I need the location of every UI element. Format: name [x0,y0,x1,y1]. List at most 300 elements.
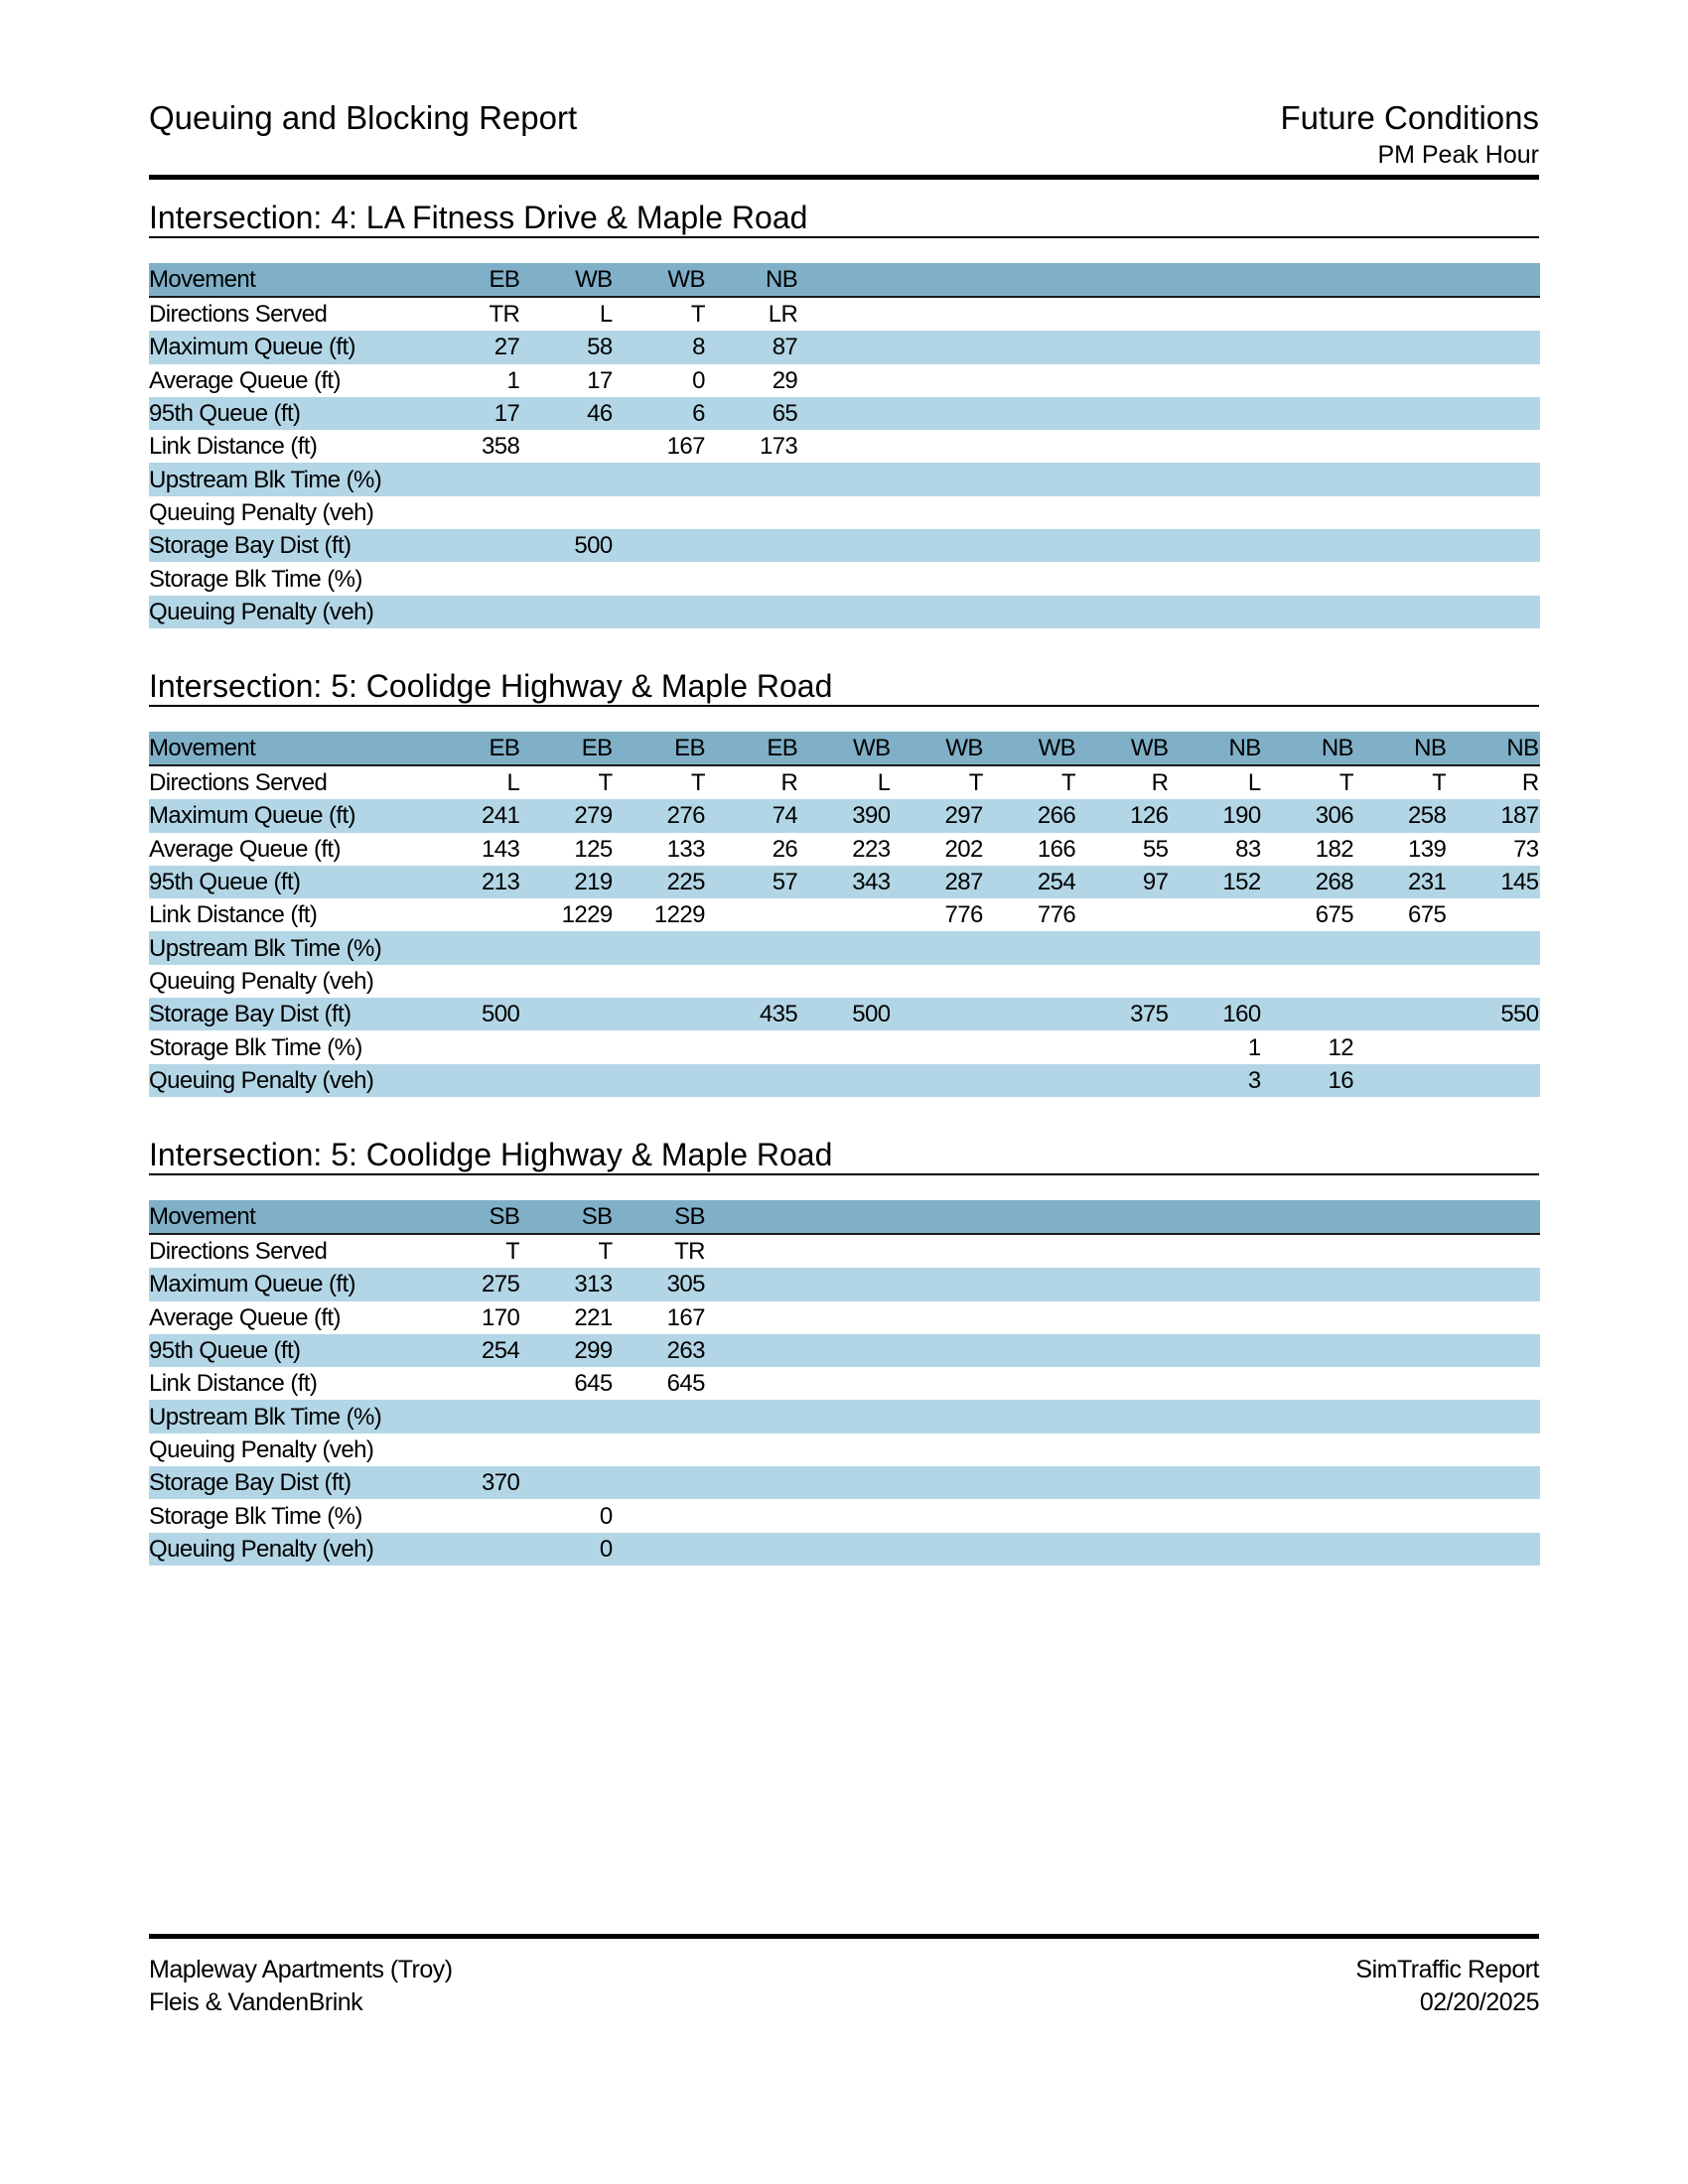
empty-cell [1168,1466,1260,1499]
empty-cell [1261,430,1353,463]
empty-cell [1353,562,1446,595]
table-cell: 57 [705,866,797,898]
table-cell: 254 [983,866,1075,898]
table-row [149,596,1539,628]
table-cell [613,1030,705,1063]
empty-cell [797,1466,890,1499]
empty-cell [1353,263,1446,297]
table-cell: 0 [613,364,705,397]
table-cell: 202 [890,833,982,866]
empty-cell [1446,1234,1538,1268]
table-cell: 675 [1261,898,1353,931]
table-cell [613,562,705,595]
table-cell [427,1030,519,1063]
table-cell: 675 [1353,898,1446,931]
empty-cell [1446,529,1538,562]
table-cell [613,1533,705,1566]
table-cell [705,898,797,931]
table-cell [427,898,519,931]
empty-cell [890,1400,982,1433]
report-type: SimTraffic Report [1355,1956,1539,1983]
empty-cell [705,1533,797,1566]
empty-cell [1353,496,1446,529]
table-cell [890,1064,982,1097]
empty-cell [890,331,982,363]
intersection-section-5 [149,667,1539,1097]
empty-cell [890,529,982,562]
table-cell [427,1064,519,1097]
row-label: Link Distance (ft) [149,430,427,463]
empty-cell [1075,297,1168,331]
table-cell: 166 [983,833,1075,866]
empty-cell [1446,263,1538,297]
movement-label: Movement [149,1200,427,1234]
table-row [149,562,1539,595]
empty-cell [797,430,890,463]
empty-cell [1168,596,1260,628]
empty-cell [1446,1499,1538,1532]
table-cell: 358 [427,430,519,463]
empty-cell [983,562,1075,595]
table-cell: 0 [519,1499,612,1532]
table-cell [613,1064,705,1097]
empty-cell [705,1367,797,1400]
empty-cell [1446,1301,1538,1334]
row-label: Directions Served [149,297,427,331]
movement-column-header: EB [705,732,797,765]
table-cell [983,965,1075,998]
report-date: 02/20/2025 [1419,1988,1539,2016]
empty-cell [890,1234,982,1268]
empty-cell [1075,331,1168,363]
movement-column-header: NB [1446,732,1538,765]
table-row [149,765,1539,799]
table-cell: 143 [427,833,519,866]
empty-cell [890,1499,982,1532]
empty-cell [797,263,890,297]
empty-cell [1075,1533,1168,1566]
table-cell: T [613,297,705,331]
table-cell: 370 [427,1466,519,1499]
table-row [149,1268,1539,1300]
table-cell [983,998,1075,1030]
empty-cell [1446,596,1538,628]
table-cell [705,596,797,628]
empty-cell [1353,1533,1446,1566]
empty-cell [983,1268,1075,1300]
empty-cell [890,496,982,529]
table-cell: 299 [519,1334,612,1367]
table-cell [1353,998,1446,1030]
table-cell: T [427,1234,519,1268]
empty-cell [797,1301,890,1334]
table-cell: 645 [613,1367,705,1400]
table-cell [1261,931,1353,964]
row-label: Average Queue (ft) [149,364,427,397]
empty-cell [1261,1367,1353,1400]
empty-cell [1261,331,1353,363]
movement-column-header: NB [1353,732,1446,765]
empty-cell [1353,1400,1446,1433]
empty-cell [983,1499,1075,1532]
empty-cell [890,562,982,595]
table-cell: 73 [1446,833,1538,866]
section-title: Intersection: 5: Coolidge Highway & Maple Road [149,1136,1539,1175]
empty-cell [1075,1433,1168,1466]
table-cell: 6 [613,397,705,430]
empty-cell [890,1533,982,1566]
empty-cell [1353,1268,1446,1300]
empty-cell [705,1268,797,1300]
table-cell [705,529,797,562]
table-cell [1075,1030,1168,1063]
row-label: Upstream Blk Time (%) [149,931,427,964]
table-cell [519,965,612,998]
row-label: Storage Blk Time (%) [149,562,427,595]
empty-cell [1168,331,1260,363]
empty-cell [1168,364,1260,397]
report-title: Queuing and Blocking Report [149,99,578,136]
row-label: Storage Bay Dist (ft) [149,1466,427,1499]
table-cell: 55 [1075,833,1168,866]
empty-cell [1446,331,1538,363]
empty-cell [1168,1200,1260,1234]
empty-cell [890,1433,982,1466]
empty-cell [1261,562,1353,595]
table-row [149,397,1539,430]
empty-cell [1261,1433,1353,1466]
table-cell: 190 [1168,799,1260,832]
empty-cell [1446,1367,1538,1400]
table-row [149,529,1539,562]
table-cell [613,463,705,495]
empty-cell [1168,1334,1260,1367]
empty-cell [890,463,982,495]
empty-cell [1353,430,1446,463]
empty-cell [1353,1466,1446,1499]
table-cell [613,529,705,562]
empty-cell [890,1367,982,1400]
empty-cell [1353,596,1446,628]
movement-label: Movement [149,732,427,765]
empty-cell [1168,1433,1260,1466]
empty-cell [1075,596,1168,628]
table-cell: 126 [1075,799,1168,832]
table-cell: 1229 [519,898,612,931]
table-cell [519,1064,612,1097]
row-label: Queuing Penalty (veh) [149,596,427,628]
table-cell [983,1064,1075,1097]
table-row [149,1433,1539,1466]
table-cell: 297 [890,799,982,832]
empty-cell [1075,1367,1168,1400]
table-cell: 254 [427,1334,519,1367]
table-cell: 221 [519,1301,612,1334]
table-cell: 3 [1168,1064,1260,1097]
footer-rule [149,1934,1539,1939]
empty-cell [1446,297,1538,331]
table-cell [890,1030,982,1063]
empty-cell [797,1268,890,1300]
empty-cell [705,1400,797,1433]
empty-cell [983,1301,1075,1334]
empty-cell [1261,1268,1353,1300]
empty-cell [1353,1334,1446,1367]
table-cell [1446,931,1538,964]
empty-cell [1261,397,1353,430]
table-cell [427,1433,519,1466]
table-cell: TR [613,1234,705,1268]
movement-header-row [149,732,1539,765]
empty-cell [1075,463,1168,495]
empty-cell [797,463,890,495]
row-label: Maximum Queue (ft) [149,331,427,363]
table-row [149,297,1539,331]
table-row [149,1466,1539,1499]
empty-cell [1261,496,1353,529]
table-row [149,833,1539,866]
empty-cell [983,397,1075,430]
empty-cell [983,596,1075,628]
empty-cell [1353,1234,1446,1268]
table-cell [519,430,612,463]
movement-column-header: WB [613,263,705,297]
movement-column-header: WB [890,732,982,765]
table-cell [427,1367,519,1400]
empty-cell [1168,1367,1260,1400]
empty-cell [890,430,982,463]
empty-cell [1261,1200,1353,1234]
table-row [149,866,1539,898]
section-title: Intersection: 5: Coolidge Highway & Maple Road [149,667,1539,707]
header-rule [149,175,1539,180]
movement-column-header: EB [427,263,519,297]
table-cell [705,463,797,495]
empty-cell [1075,364,1168,397]
empty-cell [1261,1234,1353,1268]
table-cell: 182 [1261,833,1353,866]
empty-cell [1353,529,1446,562]
empty-cell [1446,1466,1538,1499]
empty-cell [890,1466,982,1499]
empty-cell [705,1301,797,1334]
table-cell [797,931,890,964]
peak-period: PM Peak Hour [1377,141,1539,169]
table-cell: 8 [613,331,705,363]
table-cell [519,931,612,964]
table-cell: 1 [1168,1030,1260,1063]
table-cell: 375 [1075,998,1168,1030]
table-cell: 225 [613,866,705,898]
table-row [149,1400,1539,1433]
empty-cell [890,1200,982,1234]
movement-column-header: EB [427,732,519,765]
table-cell: T [519,1234,612,1268]
scenario-title: Future Conditions [1280,99,1539,136]
table-row [149,1533,1539,1566]
empty-cell [797,1533,890,1566]
table-cell: 0 [519,1533,612,1566]
table-cell: R [1075,765,1168,799]
empty-cell [983,1466,1075,1499]
empty-cell [1446,496,1538,529]
empty-cell [890,364,982,397]
table-cell: 65 [705,397,797,430]
table-row [149,331,1539,363]
table-row [149,1367,1539,1400]
table-row [149,1064,1539,1097]
table-cell [519,562,612,595]
table-cell [1075,1064,1168,1097]
row-label: Storage Bay Dist (ft) [149,998,427,1030]
table-cell: 160 [1168,998,1260,1030]
table-cell: 17 [427,397,519,430]
empty-cell [1353,1301,1446,1334]
table-row [149,463,1539,495]
movement-column-header: WB [797,732,890,765]
table-cell: 145 [1446,866,1538,898]
table-row [149,898,1539,931]
empty-cell [983,1334,1075,1367]
queue-table [149,263,1539,628]
table-cell: 125 [519,833,612,866]
movement-column-header: NB [1261,732,1353,765]
table-cell [1168,965,1260,998]
empty-cell [1446,397,1538,430]
table-cell [1353,1064,1446,1097]
table-cell: 46 [519,397,612,430]
table-cell: 306 [1261,799,1353,832]
table-cell [519,1030,612,1063]
table-cell: 276 [613,799,705,832]
empty-cell [1353,463,1446,495]
project-name: Mapleway Apartments (Troy) [149,1956,453,1983]
table-row [149,965,1539,998]
table-cell [427,965,519,998]
table-cell [1168,931,1260,964]
report-header [149,95,1539,180]
empty-cell [1075,430,1168,463]
table-cell: 275 [427,1268,519,1300]
table-cell [1353,965,1446,998]
empty-cell [1353,331,1446,363]
table-cell: 279 [519,799,612,832]
empty-cell [797,1400,890,1433]
table-cell: 97 [1075,866,1168,898]
empty-cell [1168,1268,1260,1300]
empty-cell [1075,562,1168,595]
table-cell: 27 [427,331,519,363]
table-row [149,931,1539,964]
table-row [149,1499,1539,1532]
row-label: Queuing Penalty (veh) [149,1433,427,1466]
table-cell [705,496,797,529]
empty-cell [890,1301,982,1334]
empty-cell [983,1533,1075,1566]
table-cell [983,1030,1075,1063]
row-label: Upstream Blk Time (%) [149,1400,427,1433]
table-cell [797,898,890,931]
row-label: Upstream Blk Time (%) [149,463,427,495]
table-cell [613,931,705,964]
empty-cell [797,562,890,595]
empty-cell [1168,297,1260,331]
table-cell [613,965,705,998]
empty-cell [797,331,890,363]
empty-cell [705,1499,797,1532]
empty-cell [1353,297,1446,331]
empty-cell [1446,1433,1538,1466]
table-row [149,1234,1539,1268]
empty-cell [1353,1367,1446,1400]
row-label: Storage Blk Time (%) [149,1030,427,1063]
table-cell: 268 [1261,866,1353,898]
table-cell: 266 [983,799,1075,832]
empty-cell [1261,1334,1353,1367]
empty-cell [1261,364,1353,397]
table-cell [705,965,797,998]
table-cell [427,596,519,628]
movement-column-header: NB [705,263,797,297]
empty-cell [983,364,1075,397]
table-cell: 500 [797,998,890,1030]
table-cell [613,998,705,1030]
movement-column-header: WB [1075,732,1168,765]
table-cell: T [613,765,705,799]
table-cell: 133 [613,833,705,866]
table-cell: T [983,765,1075,799]
empty-cell [1168,562,1260,595]
empty-cell [890,397,982,430]
table-cell: LR [705,297,797,331]
empty-cell [797,1234,890,1268]
table-cell: 58 [519,331,612,363]
table-cell [1446,1064,1538,1097]
empty-cell [1261,529,1353,562]
table-cell: 26 [705,833,797,866]
movement-column-header: SB [613,1200,705,1234]
empty-cell [1353,364,1446,397]
empty-cell [983,463,1075,495]
table-cell: L [1168,765,1260,799]
row-label: Link Distance (ft) [149,1367,427,1400]
movement-header-row [149,1200,1539,1234]
table-cell [427,1400,519,1433]
table-cell [613,1499,705,1532]
row-label: Directions Served [149,765,427,799]
empty-cell [1261,297,1353,331]
table-cell [427,1533,519,1566]
table-row [149,496,1539,529]
empty-cell [705,1433,797,1466]
movement-column-header: NB [1168,732,1260,765]
row-label: Link Distance (ft) [149,898,427,931]
queue-table [149,1200,1539,1566]
table-cell: 258 [1353,799,1446,832]
row-label: Storage Blk Time (%) [149,1499,427,1532]
table-cell [705,931,797,964]
row-label: 95th Queue (ft) [149,397,427,430]
queue-table [149,732,1539,1097]
movement-column-header: EB [519,732,612,765]
empty-cell [983,1367,1075,1400]
empty-cell [1261,1400,1353,1433]
table-cell: 139 [1353,833,1446,866]
empty-cell [890,297,982,331]
table-cell [1075,965,1168,998]
movement-column-header: EB [613,732,705,765]
row-label: Average Queue (ft) [149,833,427,866]
